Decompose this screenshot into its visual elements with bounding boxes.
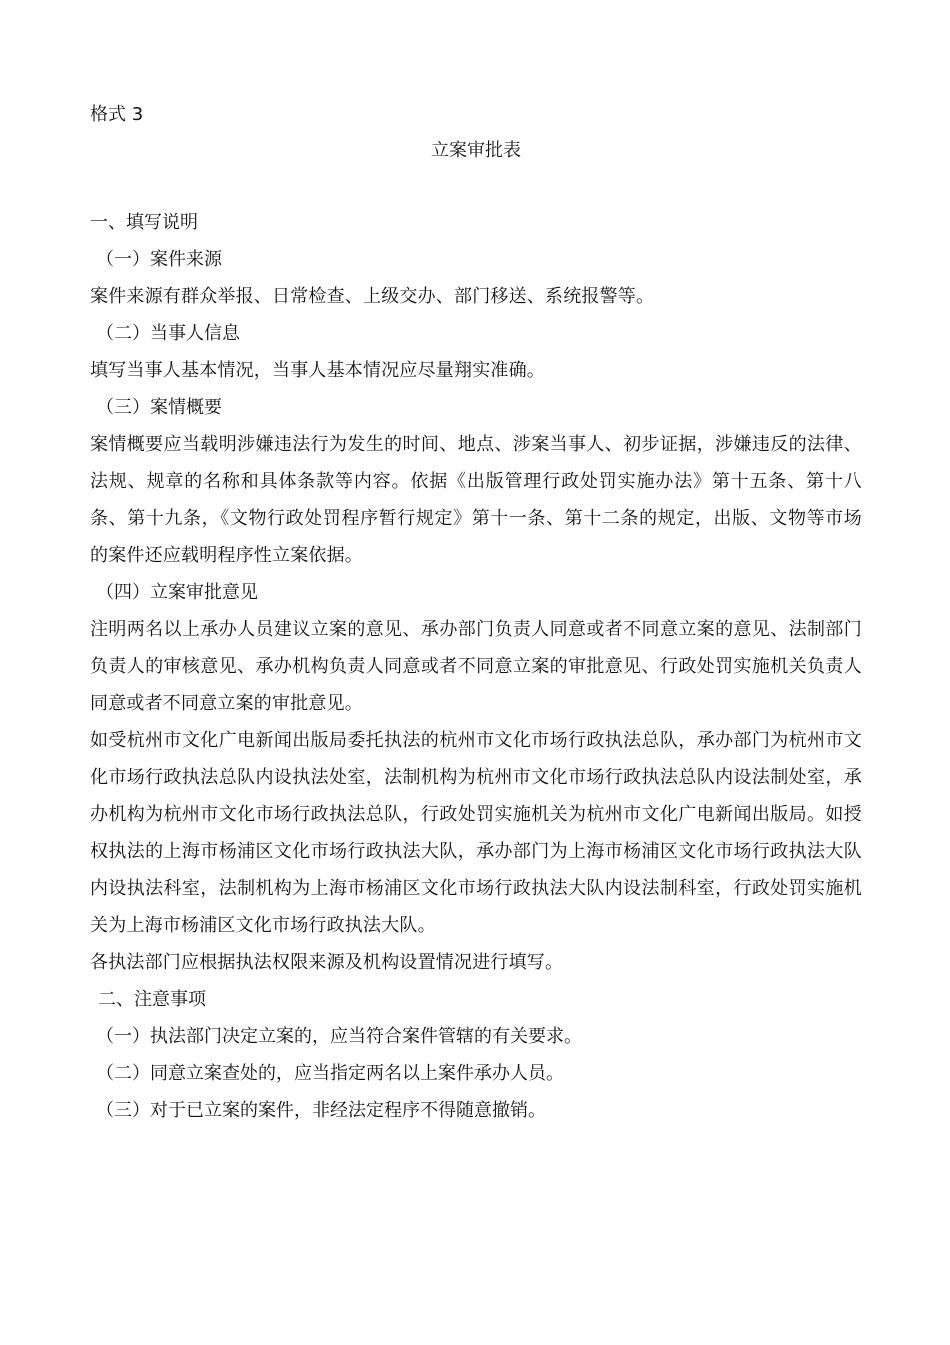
- paragraph-case-source: 案件来源有群众举报、日常检查、上级交办、部门移送、系统报警等。: [90, 286, 655, 307]
- subheading-case-summary: （三）案情概要: [96, 397, 222, 418]
- section-heading-notes: 二、注意事项: [98, 989, 206, 1010]
- subheading-case-source: （一）案件来源: [96, 249, 222, 270]
- document-page: [90, 100, 862, 1129]
- paragraph-case-summary: 案情概要应当载明涉嫌违法行为发生的时间、地点、涉案当事人、初步证据，涉嫌违反的法律、法规、规章的名称和具体条款等内容。依据《出版管理行政处罚实施办法》第十五条、第十八条、第十九条，《文物行政处罚程序暂行规定》第十一条、第十二条的规定，出版、文物等市场的案件还应载明程序性立案依据。: [90, 434, 862, 566]
- paragraph-approval-note: 各执法部门应根据执法权限来源及机构设置情况进行填写。: [90, 952, 564, 973]
- note-item-2: （二）同意立案查处的，应当指定两名以上案件承办人员。: [96, 1063, 564, 1084]
- subheading-party-info: （二）当事人信息: [96, 323, 240, 344]
- document-title: 立案审批表: [431, 140, 521, 161]
- note-item-1: （一）执法部门决定立案的，应当符合案件管辖的有关要求。: [96, 1026, 582, 1047]
- format-label: 格式 3: [90, 104, 144, 125]
- paragraph-approval-opinion: 注明两名以上承办人员建议立案的意见、承办部门负责人同意或者不同意立案的意见、法制部门负责人的审核意见、承办机构负责人同意或者不同意立案的审批意见、行政处罚实施机关负责人同意或者不同意立案的审批意见。: [90, 619, 862, 714]
- subheading-approval-opinion: （四）立案审批意见: [96, 582, 258, 603]
- section-heading-instructions: 一、填写说明: [90, 212, 198, 233]
- paragraph-approval-example: 如受杭州市文化广电新闻出版局委托执法的杭州市文化市场行政执法总队，承办部门为杭州市文化市场行政执法总队内设执法处室，法制机构为杭州市文化市场行政执法总队内设法制处室，承办机构为杭州市文化市场行政执法总队，行政处罚实施机关为杭州市文化广电新闻出版局。如授权执法的上海市杨浦区文化市场行政执法大队，承办部门为上海市杨浦区文化市场行政执法大队内设执法科室，法制机构为上海市杨浦区文化市场行政执法大队内设法制科室，行政处罚实施机关为上海市杨浦区文化市场行政执法大队。: [90, 730, 862, 936]
- note-item-3: （三）对于已立案的案件，非经法定程序不得随意撤销。: [96, 1100, 546, 1121]
- paragraph-party-info: 填写当事人基本情况，当事人基本情况应尽量翔实准确。: [90, 360, 545, 381]
